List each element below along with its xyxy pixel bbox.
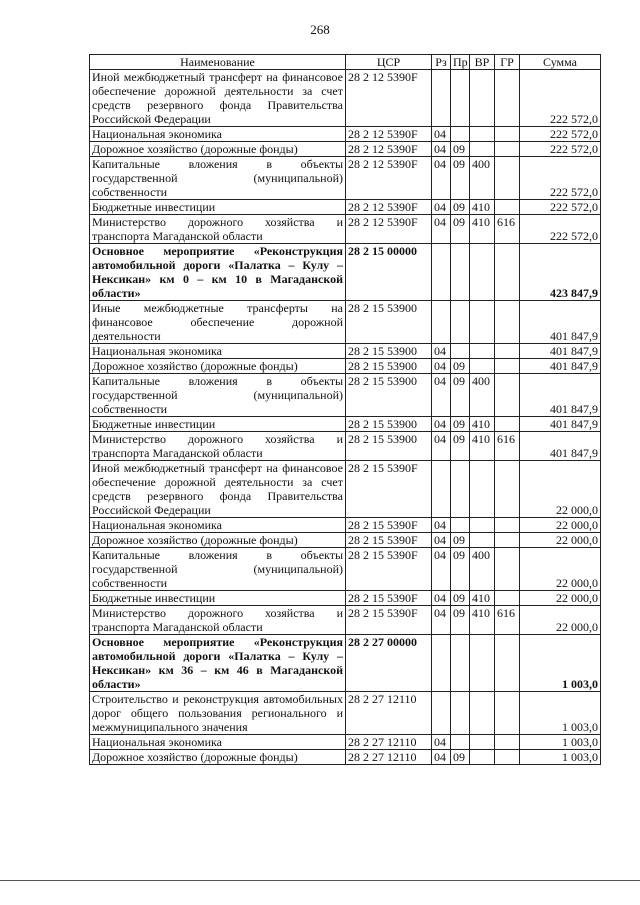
cell-gr [495, 533, 520, 548]
cell-vr: 410 [470, 417, 495, 432]
cell-name: Дорожное хозяйство (дорожные фонды) [90, 533, 346, 548]
cell-pr: 09 [451, 750, 470, 765]
cell-name: Национальная экономика [90, 127, 346, 142]
cell-pr: 09 [451, 432, 470, 461]
table-header-row [90, 55, 601, 70]
cell-pr: 09 [451, 215, 470, 244]
cell-csr: 28 2 15 53900 [346, 417, 432, 432]
cell-pr [451, 692, 470, 735]
cell-vr [470, 735, 495, 750]
cell-name: Бюджетные инвестиции [90, 591, 346, 606]
cell-rz [432, 70, 451, 127]
cell-sum: 22 000,0 [520, 591, 601, 606]
cell-sum: 22 000,0 [520, 548, 601, 591]
cell-name: Основное мероприятие «Реконструкция автомобильной дороги «Палатка – Кулу – Нексикан» км 0 – км 10 в Магаданской области» [90, 244, 346, 301]
cell-sum: 423 847,9 [520, 244, 601, 301]
mark-dot: . [185, 47, 188, 58]
cell-rz [432, 692, 451, 735]
table-row [90, 359, 601, 374]
table-body [90, 70, 601, 765]
cell-gr [495, 157, 520, 200]
cell-csr: 28 2 15 53900 [346, 301, 432, 344]
table-row [90, 127, 601, 142]
cell-sum: 222 572,0 [520, 200, 601, 215]
cell-rz: 04 [432, 750, 451, 765]
cell-pr [451, 635, 470, 692]
table-row [90, 461, 601, 518]
cell-gr [495, 750, 520, 765]
table-row [90, 417, 601, 432]
cell-rz: 04 [432, 200, 451, 215]
cell-sum: 1 003,0 [520, 692, 601, 735]
cell-vr: 410 [470, 606, 495, 635]
cell-name: Национальная экономика [90, 735, 346, 750]
cell-pr: 09 [451, 374, 470, 417]
cell-name: Министерство дорожного хозяйства и транспорта Магаданской области [90, 432, 346, 461]
cell-name: Бюджетные инвестиции [90, 200, 346, 215]
cell-rz: 04 [432, 533, 451, 548]
cell-gr [495, 244, 520, 301]
cell-rz: 04 [432, 735, 451, 750]
table-row [90, 157, 601, 200]
cell-rz: 04 [432, 157, 451, 200]
cell-rz [432, 301, 451, 344]
table-row [90, 735, 601, 750]
header-vr: ВР [470, 55, 495, 70]
cell-pr: 09 [451, 548, 470, 591]
cell-rz: 04 [432, 548, 451, 591]
cell-name: Капитальные вложения в объекты государственной (муниципальной) собственности [90, 157, 346, 200]
cell-csr: 28 2 12 5390F [346, 142, 432, 157]
cell-pr: 09 [451, 142, 470, 157]
table-row [90, 301, 601, 344]
cell-vr: 410 [470, 200, 495, 215]
cell-vr: 400 [470, 157, 495, 200]
cell-rz: 04 [432, 142, 451, 157]
header-sum: Сумма [520, 55, 601, 70]
cell-pr [451, 344, 470, 359]
cell-vr [470, 344, 495, 359]
cell-csr: 28 2 15 5390F [346, 591, 432, 606]
cell-rz: 04 [432, 127, 451, 142]
cell-sum: 22 000,0 [520, 533, 601, 548]
cell-pr: 09 [451, 533, 470, 548]
cell-vr [470, 244, 495, 301]
cell-rz: 04 [432, 359, 451, 374]
cell-vr [470, 750, 495, 765]
header-rz: Рз [432, 55, 451, 70]
cell-pr [451, 735, 470, 750]
cell-pr: 09 [451, 200, 470, 215]
cell-gr [495, 374, 520, 417]
cell-sum: 401 847,9 [520, 301, 601, 344]
cell-name: Дорожное хозяйство (дорожные фонды) [90, 359, 346, 374]
cell-vr [470, 461, 495, 518]
cell-name: Дорожное хозяйство (дорожные фонды) [90, 142, 346, 157]
cell-pr: 09 [451, 359, 470, 374]
table-row [90, 200, 601, 215]
cell-csr: 28 2 15 5390F [346, 461, 432, 518]
cell-gr [495, 591, 520, 606]
cell-gr: 616 [495, 215, 520, 244]
table-row [90, 70, 601, 127]
cell-vr [470, 127, 495, 142]
table-row [90, 432, 601, 461]
table-row [90, 533, 601, 548]
table-row [90, 606, 601, 635]
table-row [90, 374, 601, 417]
cell-csr: 28 2 15 5390F [346, 548, 432, 591]
cell-gr [495, 635, 520, 692]
cell-sum: 401 847,9 [520, 374, 601, 417]
cell-pr: 09 [451, 606, 470, 635]
bottom-divider [0, 880, 640, 881]
cell-vr [470, 142, 495, 157]
cell-rz: 04 [432, 518, 451, 533]
cell-rz: 04 [432, 417, 451, 432]
table-row [90, 518, 601, 533]
cell-sum: 222 572,0 [520, 142, 601, 157]
table-row [90, 750, 601, 765]
cell-name: Национальная экономика [90, 344, 346, 359]
cell-csr: 28 2 15 53900 [346, 374, 432, 417]
cell-gr [495, 518, 520, 533]
cell-gr [495, 301, 520, 344]
cell-pr: 09 [451, 157, 470, 200]
cell-pr [451, 127, 470, 142]
cell-vr: 410 [470, 432, 495, 461]
cell-name: Иной межбюджетный трансферт на финансовое обеспечение дорожной деятельности за счет средств резервного фонда Правительства Российской Федерации [90, 461, 346, 518]
cell-rz: 04 [432, 432, 451, 461]
cell-gr: 616 [495, 432, 520, 461]
cell-pr [451, 461, 470, 518]
cell-csr: 28 2 15 53900 [346, 432, 432, 461]
cell-name: Национальная экономика [90, 518, 346, 533]
cell-sum: 401 847,9 [520, 359, 601, 374]
cell-sum: 401 847,9 [520, 417, 601, 432]
cell-gr [495, 548, 520, 591]
cell-sum: 22 000,0 [520, 606, 601, 635]
cell-vr [470, 301, 495, 344]
cell-csr: 28 2 15 5390F [346, 606, 432, 635]
cell-csr: 28 2 15 5390F [346, 518, 432, 533]
cell-gr [495, 142, 520, 157]
cell-rz [432, 635, 451, 692]
cell-csr: 28 2 12 5390F [346, 215, 432, 244]
table-row [90, 591, 601, 606]
cell-pr [451, 518, 470, 533]
cell-vr [470, 70, 495, 127]
cell-gr [495, 461, 520, 518]
page-number: 268 [310, 22, 330, 37]
cell-csr: 28 2 27 12110 [346, 735, 432, 750]
cell-sum: 22 000,0 [520, 461, 601, 518]
cell-rz [432, 461, 451, 518]
cell-sum: 401 847,9 [520, 432, 601, 461]
cell-gr [495, 70, 520, 127]
table-row [90, 344, 601, 359]
cell-name: Строительство и реконструкция автомобильных дорог общего пользования регионального и межмуниципального значения [90, 692, 346, 735]
cell-vr: 410 [470, 215, 495, 244]
cell-csr: 28 2 27 12110 [346, 750, 432, 765]
cell-csr: 28 2 12 5390F [346, 70, 432, 127]
cell-csr: 28 2 27 00000 [346, 635, 432, 692]
cell-vr: 410 [470, 591, 495, 606]
cell-gr [495, 692, 520, 735]
cell-sum: 1 003,0 [520, 635, 601, 692]
cell-sum: 401 847,9 [520, 344, 601, 359]
cell-rz [432, 244, 451, 301]
budget-table [89, 54, 601, 765]
cell-csr: 28 2 15 53900 [346, 344, 432, 359]
cell-vr [470, 518, 495, 533]
cell-gr [495, 417, 520, 432]
cell-csr: 28 2 27 12110 [346, 692, 432, 735]
cell-vr [470, 635, 495, 692]
header-csr: ЦСР [346, 55, 432, 70]
cell-rz: 04 [432, 606, 451, 635]
cell-name: Бюджетные инвестиции [90, 417, 346, 432]
cell-gr [495, 200, 520, 215]
cell-pr: 09 [451, 417, 470, 432]
cell-sum: 222 572,0 [520, 157, 601, 200]
cell-name: Министерство дорожного хозяйства и транспорта Магаданской области [90, 606, 346, 635]
cell-rz: 04 [432, 374, 451, 417]
cell-rz: 04 [432, 344, 451, 359]
cell-sum: 222 572,0 [520, 127, 601, 142]
cell-gr [495, 127, 520, 142]
cell-vr: 400 [470, 374, 495, 417]
cell-vr [470, 533, 495, 548]
cell-rz: 04 [432, 215, 451, 244]
cell-pr [451, 244, 470, 301]
cell-gr: 616 [495, 606, 520, 635]
table-row [90, 548, 601, 591]
cell-name: Основное мероприятие «Реконструкция автомобильной дороги «Палатка – Кулу – Нексикан» км 36 – км 46 в Магаданской области» [90, 635, 346, 692]
cell-name: Дорожное хозяйство (дорожные фонды) [90, 750, 346, 765]
header-gr: ГР [495, 55, 520, 70]
cell-csr: 28 2 12 5390F [346, 127, 432, 142]
table-row [90, 244, 601, 301]
cell-csr: 28 2 15 5390F [346, 533, 432, 548]
cell-gr [495, 735, 520, 750]
cell-gr [495, 344, 520, 359]
cell-sum: 22 000,0 [520, 518, 601, 533]
cell-rz: 04 [432, 591, 451, 606]
cell-name: Капитальные вложения в объекты государственной (муниципальной) собственности [90, 548, 346, 591]
cell-sum: 222 572,0 [520, 215, 601, 244]
cell-vr [470, 359, 495, 374]
cell-gr [495, 359, 520, 374]
cell-sum: 1 003,0 [520, 735, 601, 750]
cell-name: Иной межбюджетный трансферт на финансовое обеспечение дорожной деятельности за счет средств резервного фонда Правительства Российской Федерации [90, 70, 346, 127]
header-name: Наименование [90, 55, 346, 70]
cell-sum: 222 572,0 [520, 70, 601, 127]
cell-csr: 28 2 15 53900 [346, 359, 432, 374]
cell-name: Министерство дорожного хозяйства и транспорта Магаданской области [90, 215, 346, 244]
cell-name: Капитальные вложения в объекты государственной (муниципальной) собственности [90, 374, 346, 417]
table-row [90, 215, 601, 244]
cell-pr [451, 70, 470, 127]
table-row [90, 692, 601, 735]
table-row [90, 635, 601, 692]
cell-csr: 28 2 12 5390F [346, 157, 432, 200]
header-pr: Пр [451, 55, 470, 70]
cell-pr: 09 [451, 591, 470, 606]
cell-vr: 400 [470, 548, 495, 591]
cell-csr: 28 2 15 00000 [346, 244, 432, 301]
table-row [90, 142, 601, 157]
cell-sum: 1 003,0 [520, 750, 601, 765]
cell-name: Иные межбюджетные трансферты на финансовое обеспечение дорожной деятельности [90, 301, 346, 344]
cell-csr: 28 2 12 5390F [346, 200, 432, 215]
cell-pr [451, 301, 470, 344]
cell-vr [470, 692, 495, 735]
